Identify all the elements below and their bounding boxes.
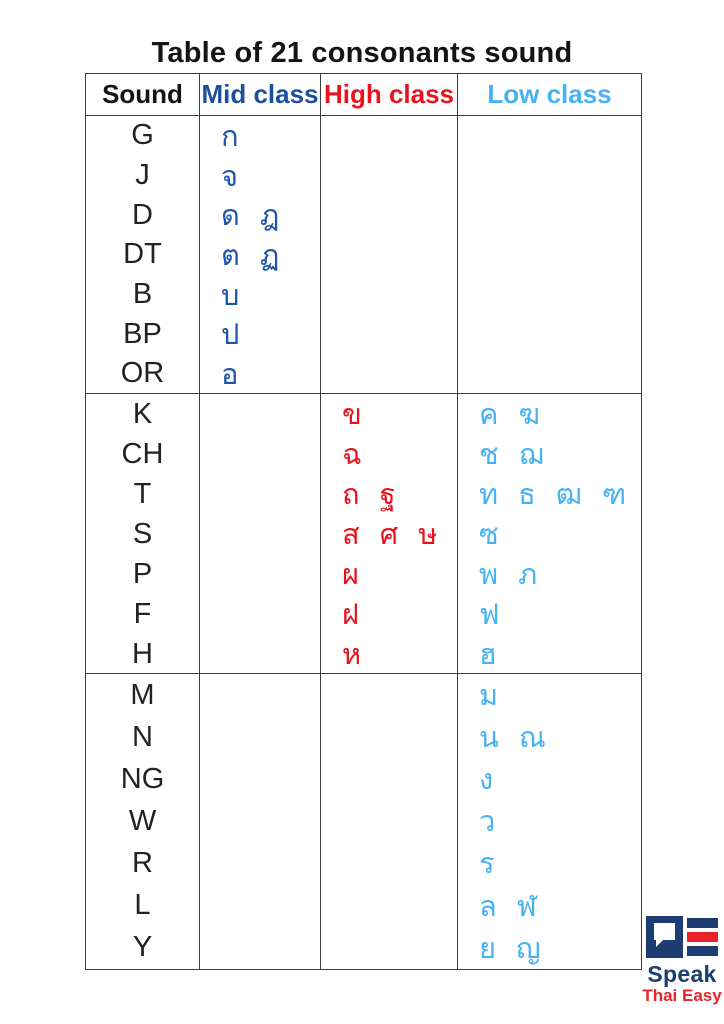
section2-mid-class-cell-empty [200,394,321,674]
sound-label: L [134,889,151,922]
mid-class-letters: ป [221,319,240,352]
logo-thai-easy-text: Thai Easy [642,986,722,1006]
low-class-letters: ค ฆ [479,399,540,431]
sound-label: NG [120,762,165,795]
section1-low-class-cell-empty [458,116,641,394]
speak-thai-easy-logo [642,915,722,1006]
low-class-letters: ซ [479,519,499,551]
section1-sound-cell [86,116,200,394]
high-class-letters: ถ ฐ [342,479,396,511]
mid-class-letters: ต ฏ [221,239,280,272]
sound-label: D [132,198,153,231]
sound-label: H [132,637,153,670]
sound-label: Y [132,931,153,964]
section3-sound-cell [86,674,200,969]
sound-label: B [132,278,153,311]
low-class-letters: พ ภ [479,559,538,591]
mid-class-letters: บ [221,279,240,312]
sound-label: CH [121,437,164,470]
low-class-letters: น ณ [479,722,546,755]
low-class-letters: ร [479,848,495,881]
high-class-letters: ส ศ ษ [342,519,438,551]
section2-low-class-cell [458,394,641,674]
high-class-letters: ผ [342,559,359,591]
section3-low-class-cell [458,674,641,969]
page-title: Table of 21 consonants sound [151,37,573,69]
sound-label: K [132,397,153,430]
header-sound: Sound [86,74,200,116]
section3-mid-class-cell-empty [200,674,321,969]
sound-label: S [132,517,153,550]
low-class-letters: ล ฬ [479,890,537,923]
section2-sound-cell [86,394,200,674]
mid-class-letters: ด ฎ [221,200,280,233]
sound-label: F [133,597,152,630]
header-mid-class: Mid class [200,74,321,116]
sound-label: T [133,477,152,510]
sound-label: M [130,678,155,711]
sound-label: P [132,557,153,590]
low-class-letters: ม [479,680,499,713]
mid-class-letters: อ [221,358,239,391]
section2-high-class-cell [321,394,458,674]
sound-label: R [132,846,153,879]
high-class-letters: ข [342,399,362,431]
low-class-letters: ฮ [479,639,497,671]
low-class-letters: ย ญ [479,932,541,965]
low-class-letters: ง [479,764,494,797]
header-low-class: Low class [458,74,641,116]
logo-speak-text: Speak [647,961,717,987]
consonant-table [85,73,642,970]
low-class-letters: ฟ [479,599,500,631]
high-class-letters: ห [342,639,362,671]
sound-label: J [135,159,150,192]
sound-label: W [128,804,157,837]
sound-label: BP [123,317,162,350]
sound-label: OR [120,357,165,390]
low-class-letters: ว [479,806,496,839]
speech-bubble-flag-icon [646,915,718,959]
high-class-letters: ฉ [342,439,362,471]
header-high-class: High class [321,74,458,116]
sound-label: G [131,119,154,152]
sound-label: DT [123,238,162,271]
mid-class-letters: จ [221,160,238,193]
mid-class-letters: ก [221,120,239,153]
section1-high-class-cell-empty [321,116,458,394]
high-class-letters: ฝ [342,599,359,631]
section3-high-class-cell-empty [321,674,458,969]
section1-mid-class-cell [200,116,321,394]
low-class-letters: ช ฌ [479,439,544,471]
low-class-letters: ท ธ ฒ ฑ [479,479,627,511]
sound-label: N [132,720,153,753]
